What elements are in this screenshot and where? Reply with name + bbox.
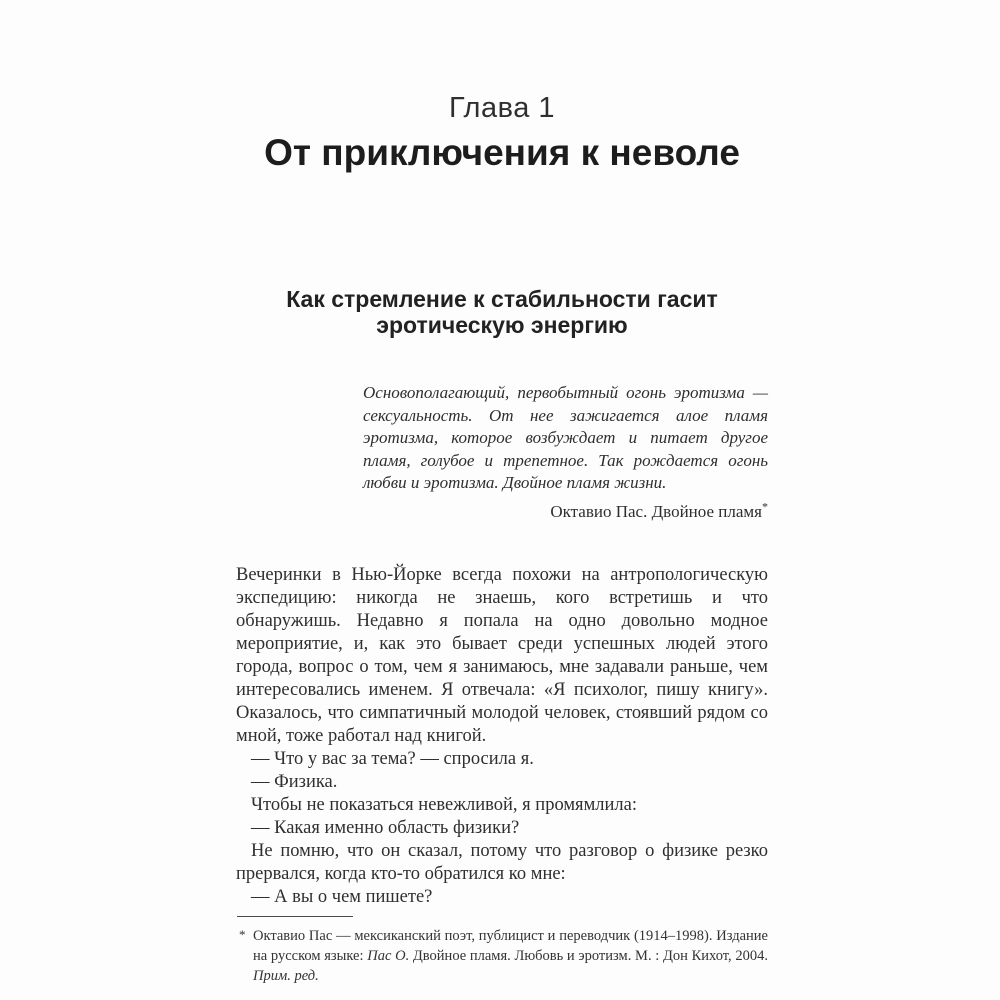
body-paragraph-dialogue: — Что у вас за тема? — спросила я. (251, 748, 534, 769)
chapter-number-label: Глава 1 (448, 92, 556, 124)
epigraph-attribution (236, 498, 768, 522)
body-paragraph-dialogue: — А вы о чем пишете? (251, 886, 433, 907)
footnote-marker-asterisk: * (239, 926, 246, 942)
footnote-segment-italic: Прим. ред. (253, 967, 319, 984)
chapter-title: От приключения к неволе (264, 132, 740, 173)
epigraph-attribution-text: Октавио Пас. Двойное пламя (550, 501, 762, 521)
epigraph-quote: Основополагающий, первобытный огонь эротизма — сексуальность. От нее зажигается алое пламя эротизма, которое возбуждает и питает другое пламя, голубое и трепетное. Так рождается огонь любви и эротизма. Двойное пламя жизни. (363, 383, 768, 492)
body-paragraph: Не помню, что он сказал, потому что разговор о физике резко прервался, когда кто-то обратился ко мне: (236, 840, 768, 884)
footnote-segment-italic: Пас О. (367, 947, 410, 964)
subtitle-line-2: эротическую энергию (376, 312, 628, 338)
body-paragraph-dialogue: — Физика. (251, 771, 338, 792)
body-paragraph: Вечеринки в Нью-Йорке всегда похожи на антропологическую экспедицию: никогда не знаешь, кого встретишь и что обнаружишь. Недавно я попала на одно довольно модное мероприятие, и, как это бывает среди успешных людей этого города, вопрос о том, чем я занимаюсь, мне задавали раньше, чем интересовались именем. Я отвечала: «Я психолог, пишу книгу». Оказалось, что симпатичный молодой человек, стоявший рядом со мной, тоже работал над книгой. (236, 564, 768, 746)
footnote-area (236, 916, 768, 986)
body-text-block (236, 564, 768, 909)
footnote-reference-asterisk: * (762, 498, 768, 513)
footnote-segment: Двойное пламя. Любовь и эротизм. М. : Дон Кихот, 2004. (409, 947, 768, 964)
footnote-text (236, 926, 768, 986)
body-paragraph: Чтобы не показаться невежливой, я промямлила: (251, 794, 637, 815)
body-paragraph-dialogue: — Какая именно область физики? (251, 817, 520, 838)
chapter-subtitle (236, 286, 768, 338)
footnote-segment: Октавио Пас — мексиканский поэт, публицист и переводчик (1914–1998). Издание на русском языке: (253, 927, 768, 964)
subtitle-line-1: Как стремление к стабильности гасит (286, 286, 718, 312)
footnote-separator-rule (237, 916, 353, 917)
